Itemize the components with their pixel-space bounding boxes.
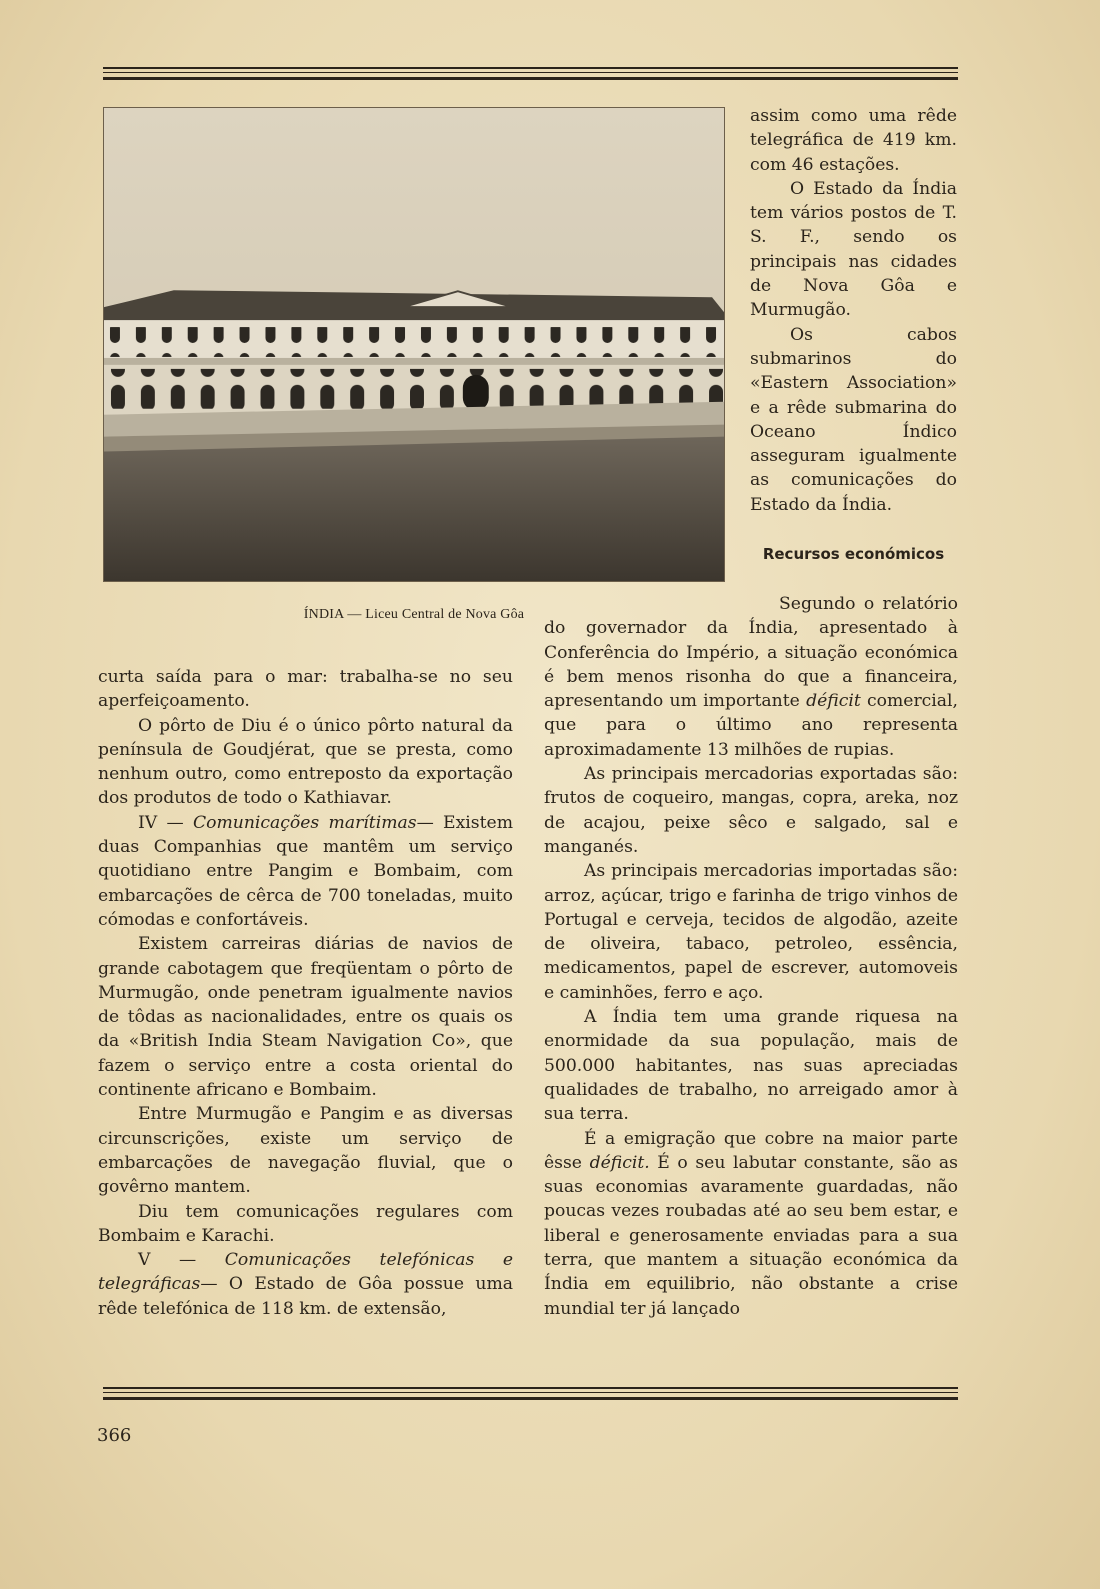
paragraph-text: É o seu labutar constante, são as suas economias avaramente guardadas, não poucas vezes roubadas até ao seu bem estar, e liberal e generosamente enviadas para a sua terra, que mantem a situação económica da Índia em equilibrio, não obstante a crise mundial ter já lançado xyxy=(544,1152,958,1319)
paragraph-text: comercial, que para o último ano representa aproximadamente 13 milhões de rupias. xyxy=(544,691,959,760)
bottom-rule xyxy=(103,1387,958,1401)
section-number: IV — xyxy=(138,812,193,833)
section-number: V — xyxy=(138,1250,225,1271)
section-title: Comunicações telefónicas e telegráficas xyxy=(98,1250,513,1295)
page-number: 366 xyxy=(97,1425,132,1446)
right-column xyxy=(544,592,958,1321)
paragraph-text: — O Estado de Gôa possue uma rêde telefónica de 118 km. de extensão, xyxy=(98,1274,513,1319)
paragraph xyxy=(98,1248,513,1321)
paragraph: curta saída para o mar: trabalha-se no seu aperfeiçoamento. xyxy=(98,667,513,712)
figure-caption: ÍNDIA — Liceu Central de Nova Gôa xyxy=(303,607,525,622)
paragraph xyxy=(544,1127,958,1321)
section-heading: Recursos económicos xyxy=(762,545,945,563)
paragraph-text: Segundo o relatório do governador da Índia, apresentado à Conferência do Império, a situação económica é bem menos risonha do que a financeira, apresentando um importante xyxy=(544,594,958,712)
italic-term: déficit. xyxy=(589,1152,650,1173)
paragraph: As principais mercadorias importadas são: arroz, açúcar, trigo e farinha de trigo vinhos de Portugal e cerveja, tecidos de algodão, azeite de oliveira, tabaco, petroleo, essência, medicamentos, papel de escrever, automoveis e caminhões, ferro e aço. xyxy=(544,861,958,1003)
paragraph: A Índia tem uma grande riquesa na enormidade da sua população, mais de 500.000 habitantes, nas suas apreciadas qualidades de trabalho, no arreigado amor à sua terra. xyxy=(544,1007,958,1125)
paragraph-text: — Existem duas Companhias que mantêm um serviço quotidiano entre Pangim e Bombaim, com embarcações de cêrca de 700 toneladas, muito cómodas e confortáveis. xyxy=(98,812,513,930)
paragraph: O Estado da Índia tem vários postos de T. S. F., sendo os principais nas cidades de Nova Gôa e Murmugão. xyxy=(750,178,957,321)
paragraph: As principais mercadorias exportadas são: frutos de coqueiro, mangas, copra, areka, noz de acajou, peixe sêco e salgado, sal e manganés. xyxy=(544,764,958,857)
paragraph: Diu tem comunicações regulares com Bombaim e Karachi. xyxy=(98,1201,513,1246)
paragraph: Existem carreiras diárias de navios de grande cabotagem que freqüentam o pôrto de Murmugão, onde penetram igualmente navios de tôdas as nacionalidades, entre os quais os da «British India Steam Navigation Co», que fazem o serviço entre a costa oriental do continente africano e Bombaim. xyxy=(98,934,513,1101)
left-column xyxy=(98,665,513,1321)
paragraph xyxy=(544,592,958,762)
paragraph: Entre Murmugão e Pangim e as diversas circunscrições, existe um serviço de embarcações de navegação fluvial, que o govêrno mantem. xyxy=(98,1104,513,1198)
italic-term: déficit xyxy=(806,691,861,712)
top-rule xyxy=(103,67,958,81)
building-illustration xyxy=(104,108,724,581)
section-title: Comunicações marítimas xyxy=(192,812,417,833)
paragraph: assim como uma rêde telegráfica de 419 km. com 46 estações. xyxy=(750,106,957,175)
paragraph: O pôrto de Diu é o único pôrto natural da península de Goudjérat, que se presta, como nenhum outro, como entreposto da exportação dos produtos de todo o Kathiavar. xyxy=(98,715,513,809)
paragraph: Os cabos submarinos do «Eastern Association» e a rêde submarina do Oceano Índico asseguram igualmente as comunicações do Estado da Índia. xyxy=(750,324,957,515)
right-top-column xyxy=(750,104,957,517)
liceu-photo xyxy=(103,107,725,582)
paragraph xyxy=(98,811,513,932)
paragraph-text: É a emigração que cobre na maior parte êsse xyxy=(544,1128,958,1173)
